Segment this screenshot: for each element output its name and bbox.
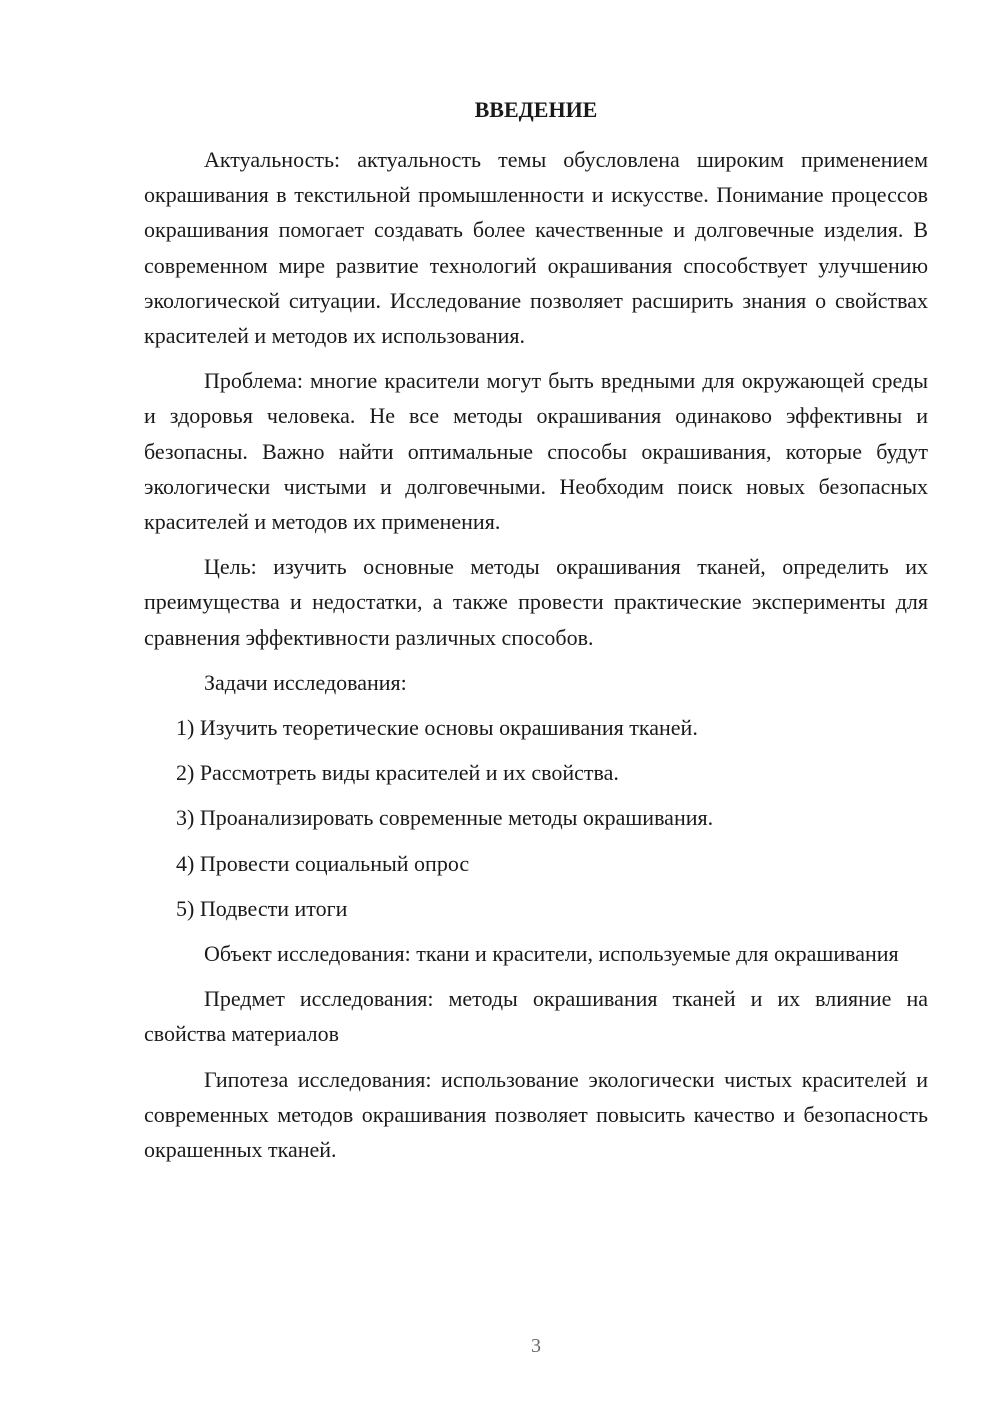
list-item: 2) Рассмотреть виды красителей и их свойства. (176, 760, 619, 786)
list-item: 4) Провести социальный опрос (176, 850, 470, 876)
paragraph-subject: Предмет исследования: методы окрашивания тканей и их влияние на свойства материалов (144, 986, 928, 1047)
paragraph-problem: Проблема: многие красители могут быть вредными для окружающей среды и здоровья человека. Не все методы окрашивания одинаково эффективны и безопасны. Важно найти оптимальные способы окрашивания, которые будут экологически чистыми и долговечными. Необходим поиск новых безопасных красителей и методов их применения. (144, 368, 928, 535)
list-item: 1) Изучить теоретические основы окрашивания тканей. (176, 715, 698, 741)
paragraph-hypothesis: Гипотеза исследования: использование экологически чистых красителей и современных методов окрашивания позволяет повысить качество и безопасность окрашенных тканей. (144, 1066, 928, 1163)
list-item: 3) Проанализировать современные методы окрашивания. (176, 805, 714, 831)
paragraph-relevance: Актуальность: актуальность темы обусловлена широким применением окрашивания в текстильной промышленности и искусстве. Понимание процессов окрашивания помогает создавать более качественные и долговечные изделия. В современном мире развитие технологий окрашивания способствует улучшению экологической ситуации. Исследование позволяет расширить знания о свойствах красителей и методов их использования. (144, 147, 928, 349)
document-page (144, 92, 928, 1177)
tasks-heading: Задачи исследования: (204, 669, 407, 695)
paragraph-goal: Цель: изучить основные методы окрашивания тканей, определить их преимущества и недостатки, а также провести практические эксперименты для сравнения эффективности различных способов. (144, 554, 928, 650)
paragraph-object: Объект исследования: ткани и красители, используемые для окрашивания (204, 941, 899, 967)
page-title: ВВЕДЕНИЕ (474, 97, 598, 122)
tasks-list (144, 710, 928, 926)
list-item: 5) Подвести итоги (176, 895, 348, 921)
page-number: 3 (531, 1335, 541, 1357)
